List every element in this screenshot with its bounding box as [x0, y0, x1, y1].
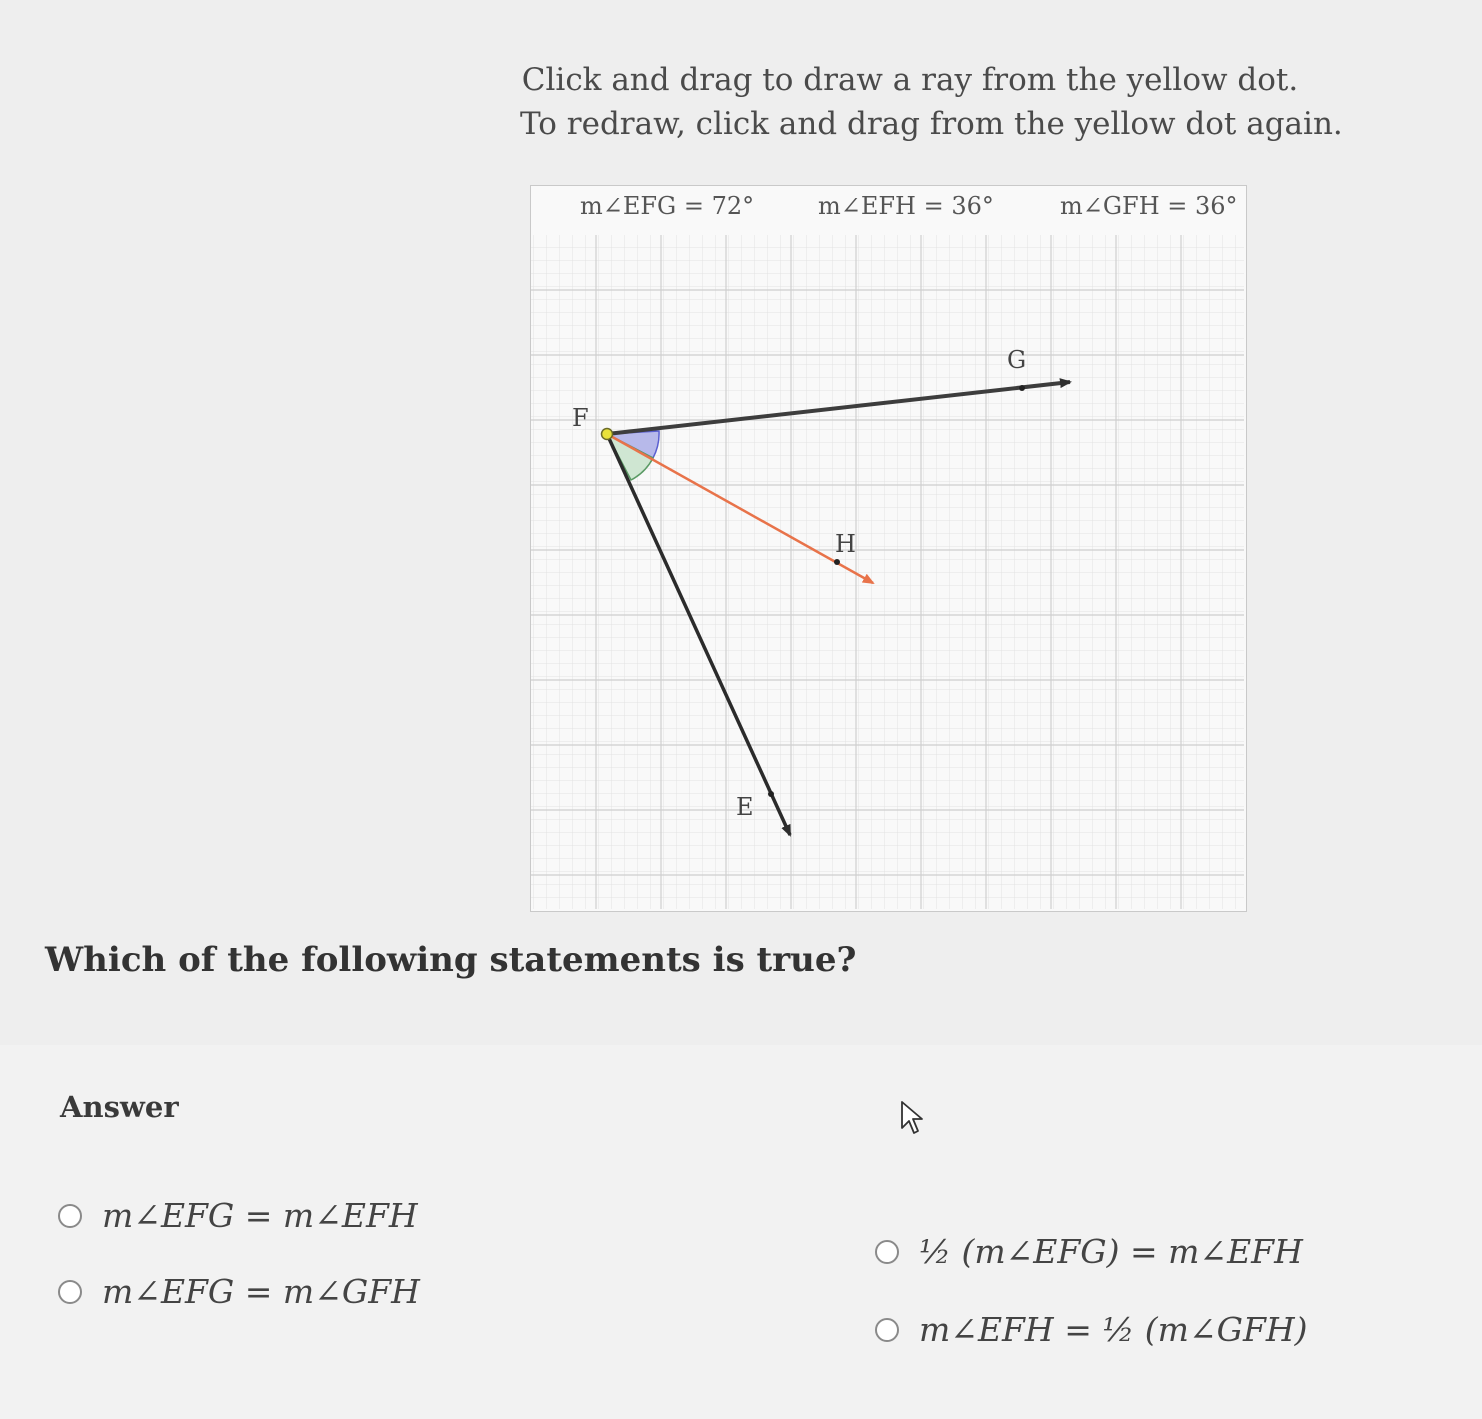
label-h: H [835, 530, 856, 558]
question-text: Which of the following statements is true? [45, 940, 857, 980]
angle-efg-readout: m∠EFG = 72° [580, 192, 755, 220]
option-4-text: m∠EFH = ½ (m∠GFH) [919, 1310, 1308, 1349]
option-1-text: m∠EFG = m∠EFH [102, 1196, 418, 1235]
grid [531, 235, 1244, 909]
radio-button[interactable] [875, 1318, 899, 1342]
angle-efh-readout: m∠EFH = 36° [818, 192, 994, 220]
option-3-text: ½ (m∠EFG) = m∠EFH [919, 1232, 1303, 1271]
label-f: F [572, 404, 589, 432]
point-h [834, 559, 840, 565]
radio-button[interactable] [875, 1240, 899, 1264]
answer-option-2[interactable] [58, 1272, 420, 1311]
radio-button[interactable] [58, 1204, 82, 1228]
radio-button[interactable] [58, 1280, 82, 1304]
answer-option-1[interactable] [58, 1196, 418, 1235]
mouse-cursor-icon [900, 1100, 924, 1136]
angle-gfh-readout: m∠GFH = 36° [1060, 192, 1238, 220]
label-e: E [736, 793, 754, 821]
label-g: G [1007, 346, 1027, 374]
answer-option-4[interactable] [875, 1310, 1308, 1349]
instruction-line-1: Click and drag to draw a ray from the yellow dot. [521, 62, 1299, 98]
option-2-text: m∠EFG = m∠GFH [102, 1272, 420, 1311]
point-g [1019, 385, 1025, 391]
point-e [768, 791, 774, 797]
answer-option-3[interactable] [875, 1232, 1303, 1271]
answer-label: Answer [60, 1090, 179, 1124]
instruction-line-2: To redraw, click and drag from the yellow dot again. [520, 106, 1343, 142]
yellow-dot-f[interactable] [602, 429, 613, 440]
